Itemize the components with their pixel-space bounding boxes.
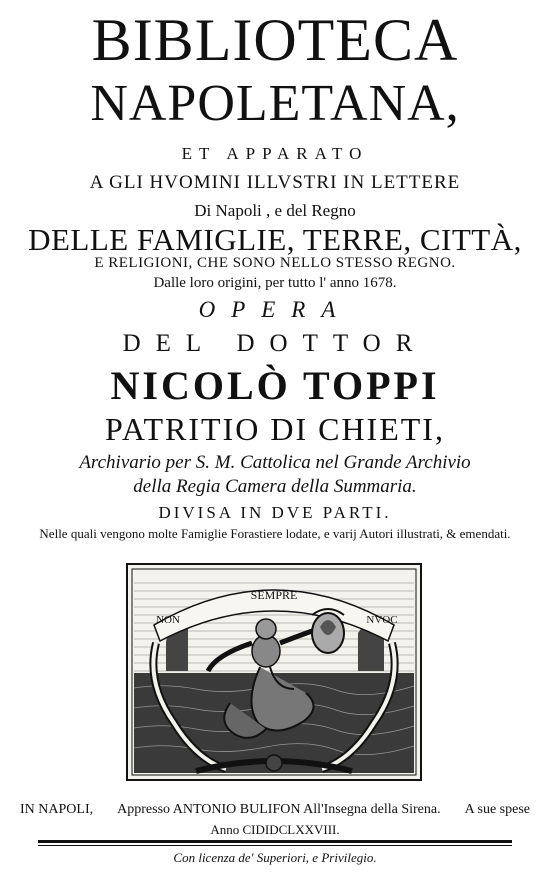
title-line-1: BIBLIOTECA <box>91 7 459 73</box>
divider-rule-thin <box>38 845 512 846</box>
imprint-city: IN NAPOLI, <box>20 802 94 817</box>
subtitle-line: Di Napoli , e del Regno <box>194 201 356 220</box>
title-line-2: NAPOLETANA, <box>90 75 460 132</box>
author-origin: PATRITIO DI CHIETI, <box>105 411 445 447</box>
imprint-printer: Appresso ANTONIO BULIFON All'Insegna della Sirena. <box>117 802 441 817</box>
subtitle-line: DELLE FAMIGLIE, TERRE, CITTÀ, <box>28 222 522 257</box>
subtitle-line: Dalle loro origini, per tutto l' anno 1678. <box>153 275 397 291</box>
imprint-year: Anno CIDIDCLXXVIII. <box>210 822 340 837</box>
subtitle-line: A GLI HVOMINI ILLVSTRI IN LETTERE <box>89 172 461 193</box>
imprint-line <box>20 802 530 818</box>
author-role: Archivario per S. M. Cattolica nel Grande Archivio <box>79 452 471 473</box>
motto-top: SEMPRE <box>250 588 298 602</box>
siren-vignette <box>126 563 422 781</box>
subtitle-line: ET APPARATO <box>181 144 369 163</box>
imprint-expense: A sue spese <box>464 802 530 817</box>
author-role: della Regia Camera della Summaria. <box>133 476 417 497</box>
parts-heading: DIVISA IN DVE PARTI. <box>158 503 392 522</box>
divider-rule <box>38 840 512 843</box>
author-prefix: DEL DOTTOR <box>122 330 428 357</box>
author-name: NICOLÒ TOPPI <box>110 363 440 408</box>
opera-label: OPERA <box>198 297 352 322</box>
parts-note: Nelle quali vengono molte Famiglie Forastiere lodate, e varij Autori illustrati, & emendati. <box>39 526 511 541</box>
license-line: Con licenza de' Superiori, e Privilegio. <box>173 850 377 865</box>
motto-left: NON <box>156 614 180 626</box>
motto-right: NVOC <box>366 614 398 626</box>
subtitle-line: E RELIGIONI, CHE SONO NELLO STESSO REGNO. <box>94 255 456 271</box>
